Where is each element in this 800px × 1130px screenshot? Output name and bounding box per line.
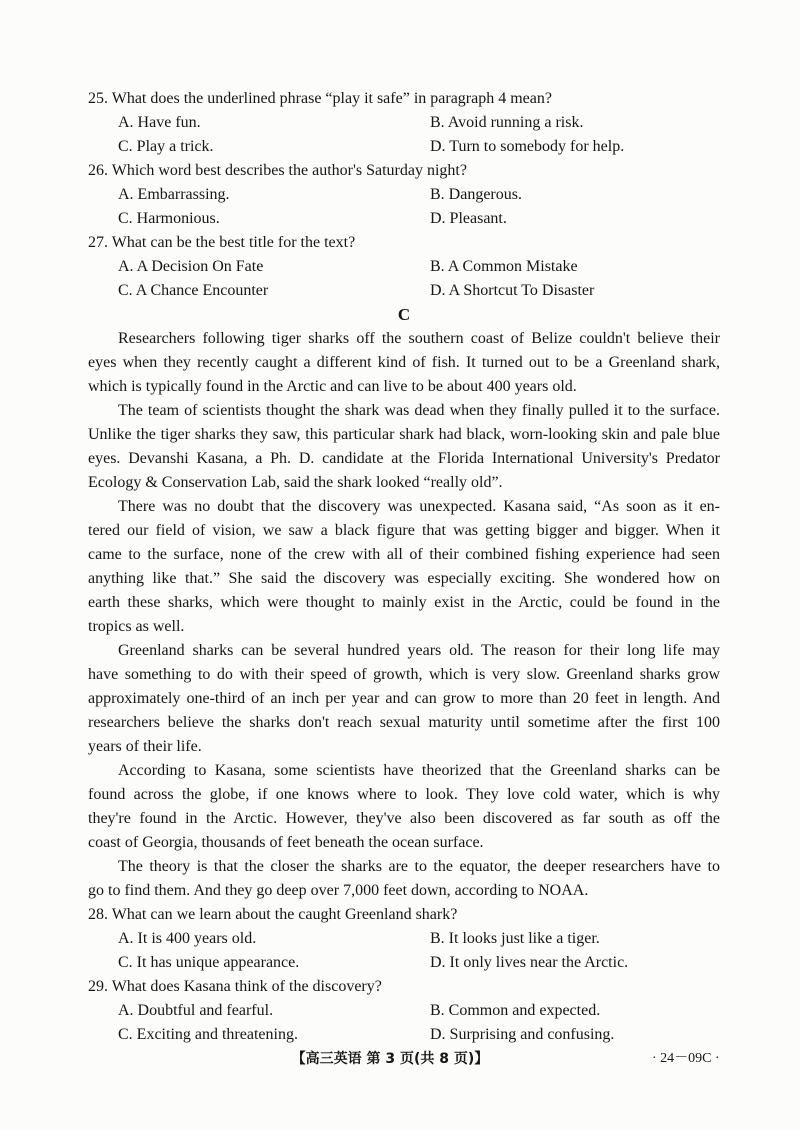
page-number-label: 【高三英语 第 3 页(共 8 页)】 — [291, 1051, 489, 1067]
question-29-option-b: B. Common and expected. — [430, 1002, 601, 1019]
question-28-options-row-2 — [88, 951, 720, 975]
question-27-option-c: C. A Chance Encounter — [118, 282, 269, 299]
passage-line: Ecology & Conservation Lab, said the shark looked “really old”. — [88, 474, 503, 491]
passage-line: have something to do with their speed of growth, which is very slow. Greenland sharks grow — [88, 666, 720, 683]
passage-line: eyes. Devanshi Kasana, a Ph. D. candidate at the Florida International University's Predator — [88, 450, 720, 467]
passage-line: The team of scientists thought the shark was dead when they finally pulled it to the surface. — [118, 402, 720, 419]
question-29-stem: 29. What does Kasana think of the discovery? — [88, 978, 382, 995]
passage-line: Researchers following tiger sharks off the southern coast of Belize couldn't believe their — [118, 330, 720, 347]
question-29-options-row-2 — [88, 1023, 720, 1047]
content-column — [88, 87, 720, 1047]
question-25-options-row-2 — [88, 135, 720, 159]
passage-paragraph-3 — [88, 495, 720, 639]
question-27-options-row-1 — [88, 255, 720, 279]
question-28-option-b: B. It looks just like a tiger. — [430, 930, 600, 947]
passage-line: tropics as well. — [88, 618, 185, 635]
passage-line: earth these sharks, which were thought to mainly exist in the Arctic, could be found in the — [88, 594, 720, 611]
passage-line: There was no doubt that the discovery was unexpected. Kasana said, “As soon as it en- — [118, 498, 720, 515]
question-29-option-d: D. Surprising and confusing. — [430, 1026, 615, 1043]
question-28-stem: 28. What can we learn about the caught Greenland shark? — [88, 906, 458, 923]
question-25-options-row-1 — [88, 111, 720, 135]
question-25-option-d: D. Turn to somebody for help. — [430, 138, 625, 155]
passage-line: years of their life. — [88, 738, 202, 755]
question-26-options-row-2 — [88, 207, 720, 231]
passage-line: coast of Georgia, thousands of feet beneath the ocean surface. — [88, 834, 484, 851]
question-29-option-c: C. Exciting and threatening. — [118, 1026, 298, 1043]
question-28-options-row-1 — [88, 927, 720, 951]
question-27-options-row-2 — [88, 279, 720, 303]
question-27-option-a: A. A Decision On Fate — [118, 258, 264, 275]
passage-line: go to find them. And they go deep over 7,000 feet down, according to NOAA. — [88, 882, 589, 899]
question-26-stem: 26. Which word best describes the author's Saturday night? — [88, 162, 467, 179]
passage-line: approximately one-third of an inch per year and can grow to more than 20 feet in length. And — [88, 690, 720, 707]
question-28-option-a: A. It is 400 years old. — [118, 930, 257, 947]
question-27-option-b: B. A Common Mistake — [430, 258, 578, 275]
question-25-option-a: A. Have fun. — [118, 114, 201, 131]
question-25-stem: 25. What does the underlined phrase “play it safe” in paragraph 4 mean? — [88, 90, 552, 107]
question-26-option-a: A. Embarrassing. — [118, 186, 230, 203]
passage-line: came to the surface, none of the crew with all of their combined fishing experience had seen — [88, 546, 720, 563]
question-27-option-d: D. A Shortcut To Disaster — [430, 282, 595, 299]
passage-paragraph-2 — [88, 399, 720, 495]
question-26-option-d: D. Pleasant. — [430, 210, 507, 227]
question-25-option-c: C. Play a trick. — [118, 138, 214, 155]
passage-line: The theory is that the closer the sharks are to the equator, the deeper researchers have to — [118, 858, 720, 875]
question-26-option-c: C. Harmonious. — [118, 210, 220, 227]
passage-line: eyes when they recently caught a different kind of fish. It turned out to be a Greenland shark, — [88, 354, 720, 371]
passage-line: anything like that.” She said the discovery was especially exciting. She wondered how on — [88, 570, 720, 587]
question-28-option-c: C. It has unique appearance. — [118, 954, 300, 971]
question-28-option-d: D. It only lives near the Arctic. — [430, 954, 629, 971]
section-heading: C — [397, 305, 411, 324]
passage-paragraph-6 — [88, 855, 720, 903]
passage-line: Greenland sharks can be several hundred years old. The reason for their long life may — [118, 642, 720, 659]
passage-line: researchers believe the sharks don't reach sexual maturity until sometime after the first 100 — [88, 714, 720, 731]
page-footer — [0, 1047, 800, 1071]
passage-line: they're found in the Arctic. However, they've also been discovered as far south as off the — [88, 810, 720, 827]
passage-line: Unlike the tiger sharks they saw, this particular shark had black, worn-looking skin and pale blue — [88, 426, 720, 443]
question-27-stem: 27. What can be the best title for the text? — [88, 234, 356, 251]
passage-line: which is typically found in the Arctic and can live to be about 400 years old. — [88, 378, 577, 395]
question-26-options-row-1 — [88, 183, 720, 207]
question-25-option-b: B. Avoid running a risk. — [430, 114, 584, 131]
passage-line: tered our field of vision, we saw a black figure that was getting bigger and bigger. When it — [88, 522, 720, 539]
passage-paragraph-5 — [88, 759, 720, 855]
exam-code: · 24－09C · — [652, 1051, 720, 1066]
question-26-option-b: B. Dangerous. — [430, 186, 522, 203]
passage-line: found across the globe, if one knows where to look. They love cold water, which is why — [88, 786, 720, 803]
question-29-option-a: A. Doubtful and fearful. — [118, 1002, 274, 1019]
question-29-options-row-1 — [88, 999, 720, 1023]
passage-paragraph-4 — [88, 639, 720, 759]
passage-paragraph-1 — [88, 327, 720, 399]
passage-line: According to Kasana, some scientists have theorized that the Greenland sharks can be — [118, 762, 720, 779]
